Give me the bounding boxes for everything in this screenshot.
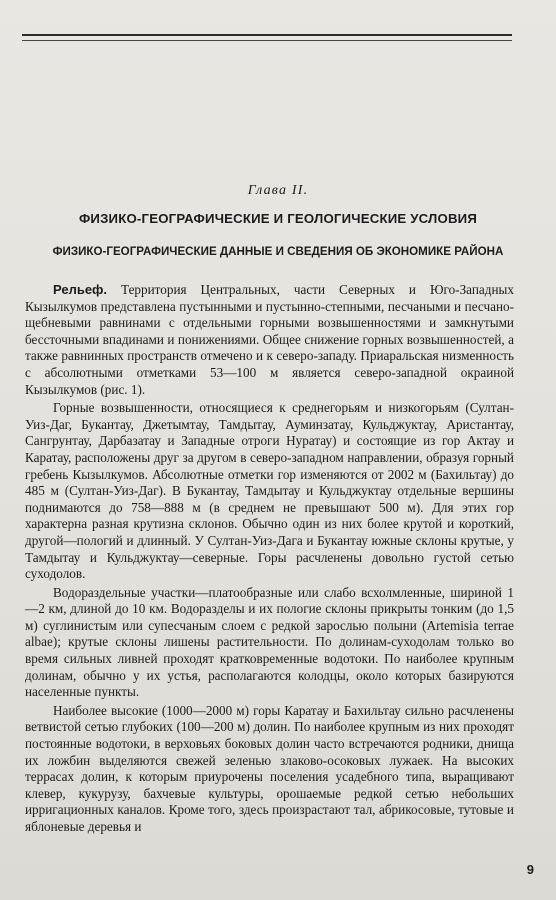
page-number: 9 xyxy=(526,862,534,877)
body-text xyxy=(25,282,514,838)
section-title: ФИЗИКО-ГЕОГРАФИЧЕСКИЕ ДАННЫЕ И СВЕДЕНИЯ ОБ ЭКОНОМИКЕ РАЙОНА xyxy=(52,245,504,258)
chapter-label: Глава II. xyxy=(247,183,309,198)
paragraph-lead: Рельеф. xyxy=(53,282,108,297)
header-rule-thick xyxy=(22,34,512,36)
header-rule-thin xyxy=(22,40,512,41)
paragraph-text: Территория Центральных, части Северных и Юго-Западных Кызылкумов представлена пустынными и пустынно-степными, песчаными и песчано-щебневыми равнинами с отдельными горными возвышенностями и замкнутыми бессточными впадинами и понижениями. Общее снижение горных возвышенностей, а также равнинных пространств отмечено и к северо-западу. Приаральская низменность с абсолютными отметками 53—100 м является северо-западной окраиной Кызылкумов (рис. 1). xyxy=(25,282,514,397)
paragraph: Горные возвышенности, относящиеся к среднегорьям и низкогорьям (Султан-Уиз-Даг, Букантау, Джетымтау, Тамдытау, Ауминзатау, Кульджуктау, Аристантау, Сангрунтау, Дарбазатау и Западные отроги Нуратау) и состоящие из гор Актау и Каратау, расположены друг за другом в северо-западном направлении, образуя горный гребень Кызылкумов. Абсолютные отметки гор изменяются от 2002 м (Бахильтау) до 485 м (Султан-Уиз-Даг). В Букантау, Тамдытау и Кульджуктау отдельные вершины поднимаются до 758—888 м (в среднем не превышают 500 м). Для этих гор характерна разная крутизна склонов. Обычно один из них более крутой и короткий, другой—пологий и длинный. У Султан-Уиз-Дага и Букантау южные склоны крутые, у Тамдытау и Кульджуктау—северные. Горы расчленены довольно густой сетью суходолов. xyxy=(25,400,514,582)
paragraph: Водораздельные участки—платообразные или слабо всхолмленные, шириной 1—2 км, длиной до 10 км. Водоразделы и их пологие склоны прикрыты тонким (до 1,5 м) суглинистым или супесчаным слоем с редкой зарослью полыни (Artemisia terrae albae); крутые склоны лишены растительности. По долинам-суходолам только во время сильных ливней проходят кратковременные водотоки. По наиболее крупным долинам, обычно у их устья, располагаются колодцы, около которых базируются населенные пункты. xyxy=(25,584,514,700)
paragraph xyxy=(25,282,514,398)
header-double-rule xyxy=(22,34,512,46)
chapter-title: ФИЗИКО-ГЕОГРАФИЧЕСКИЕ И ГЕОЛОГИЧЕСКИЕ УСЛОВИЯ xyxy=(78,211,478,226)
paragraph: Наиболее высокие (1000—2000 м) горы Каратау и Бахильтау сильно расчленены ветвистой сетью глубоких (100—200 м) долин. По наиболее крупным из них проходят постоянные водотоки, в верховьях боковых долин часто встречаются родники, днища их ложбин выделяются свежей зеленью злаково-осоковых лужаек. На высоких террасах долин, к которым приурочены поселения усадебного типа, выращивают клевер, кукурузу, бахчевые культуры, орошаемые редкой сетью небольших ирригационных каналов. Кроме того, здесь произрастают тал, абрикосовые, тутовые и яблоневые деревья и xyxy=(25,702,514,834)
